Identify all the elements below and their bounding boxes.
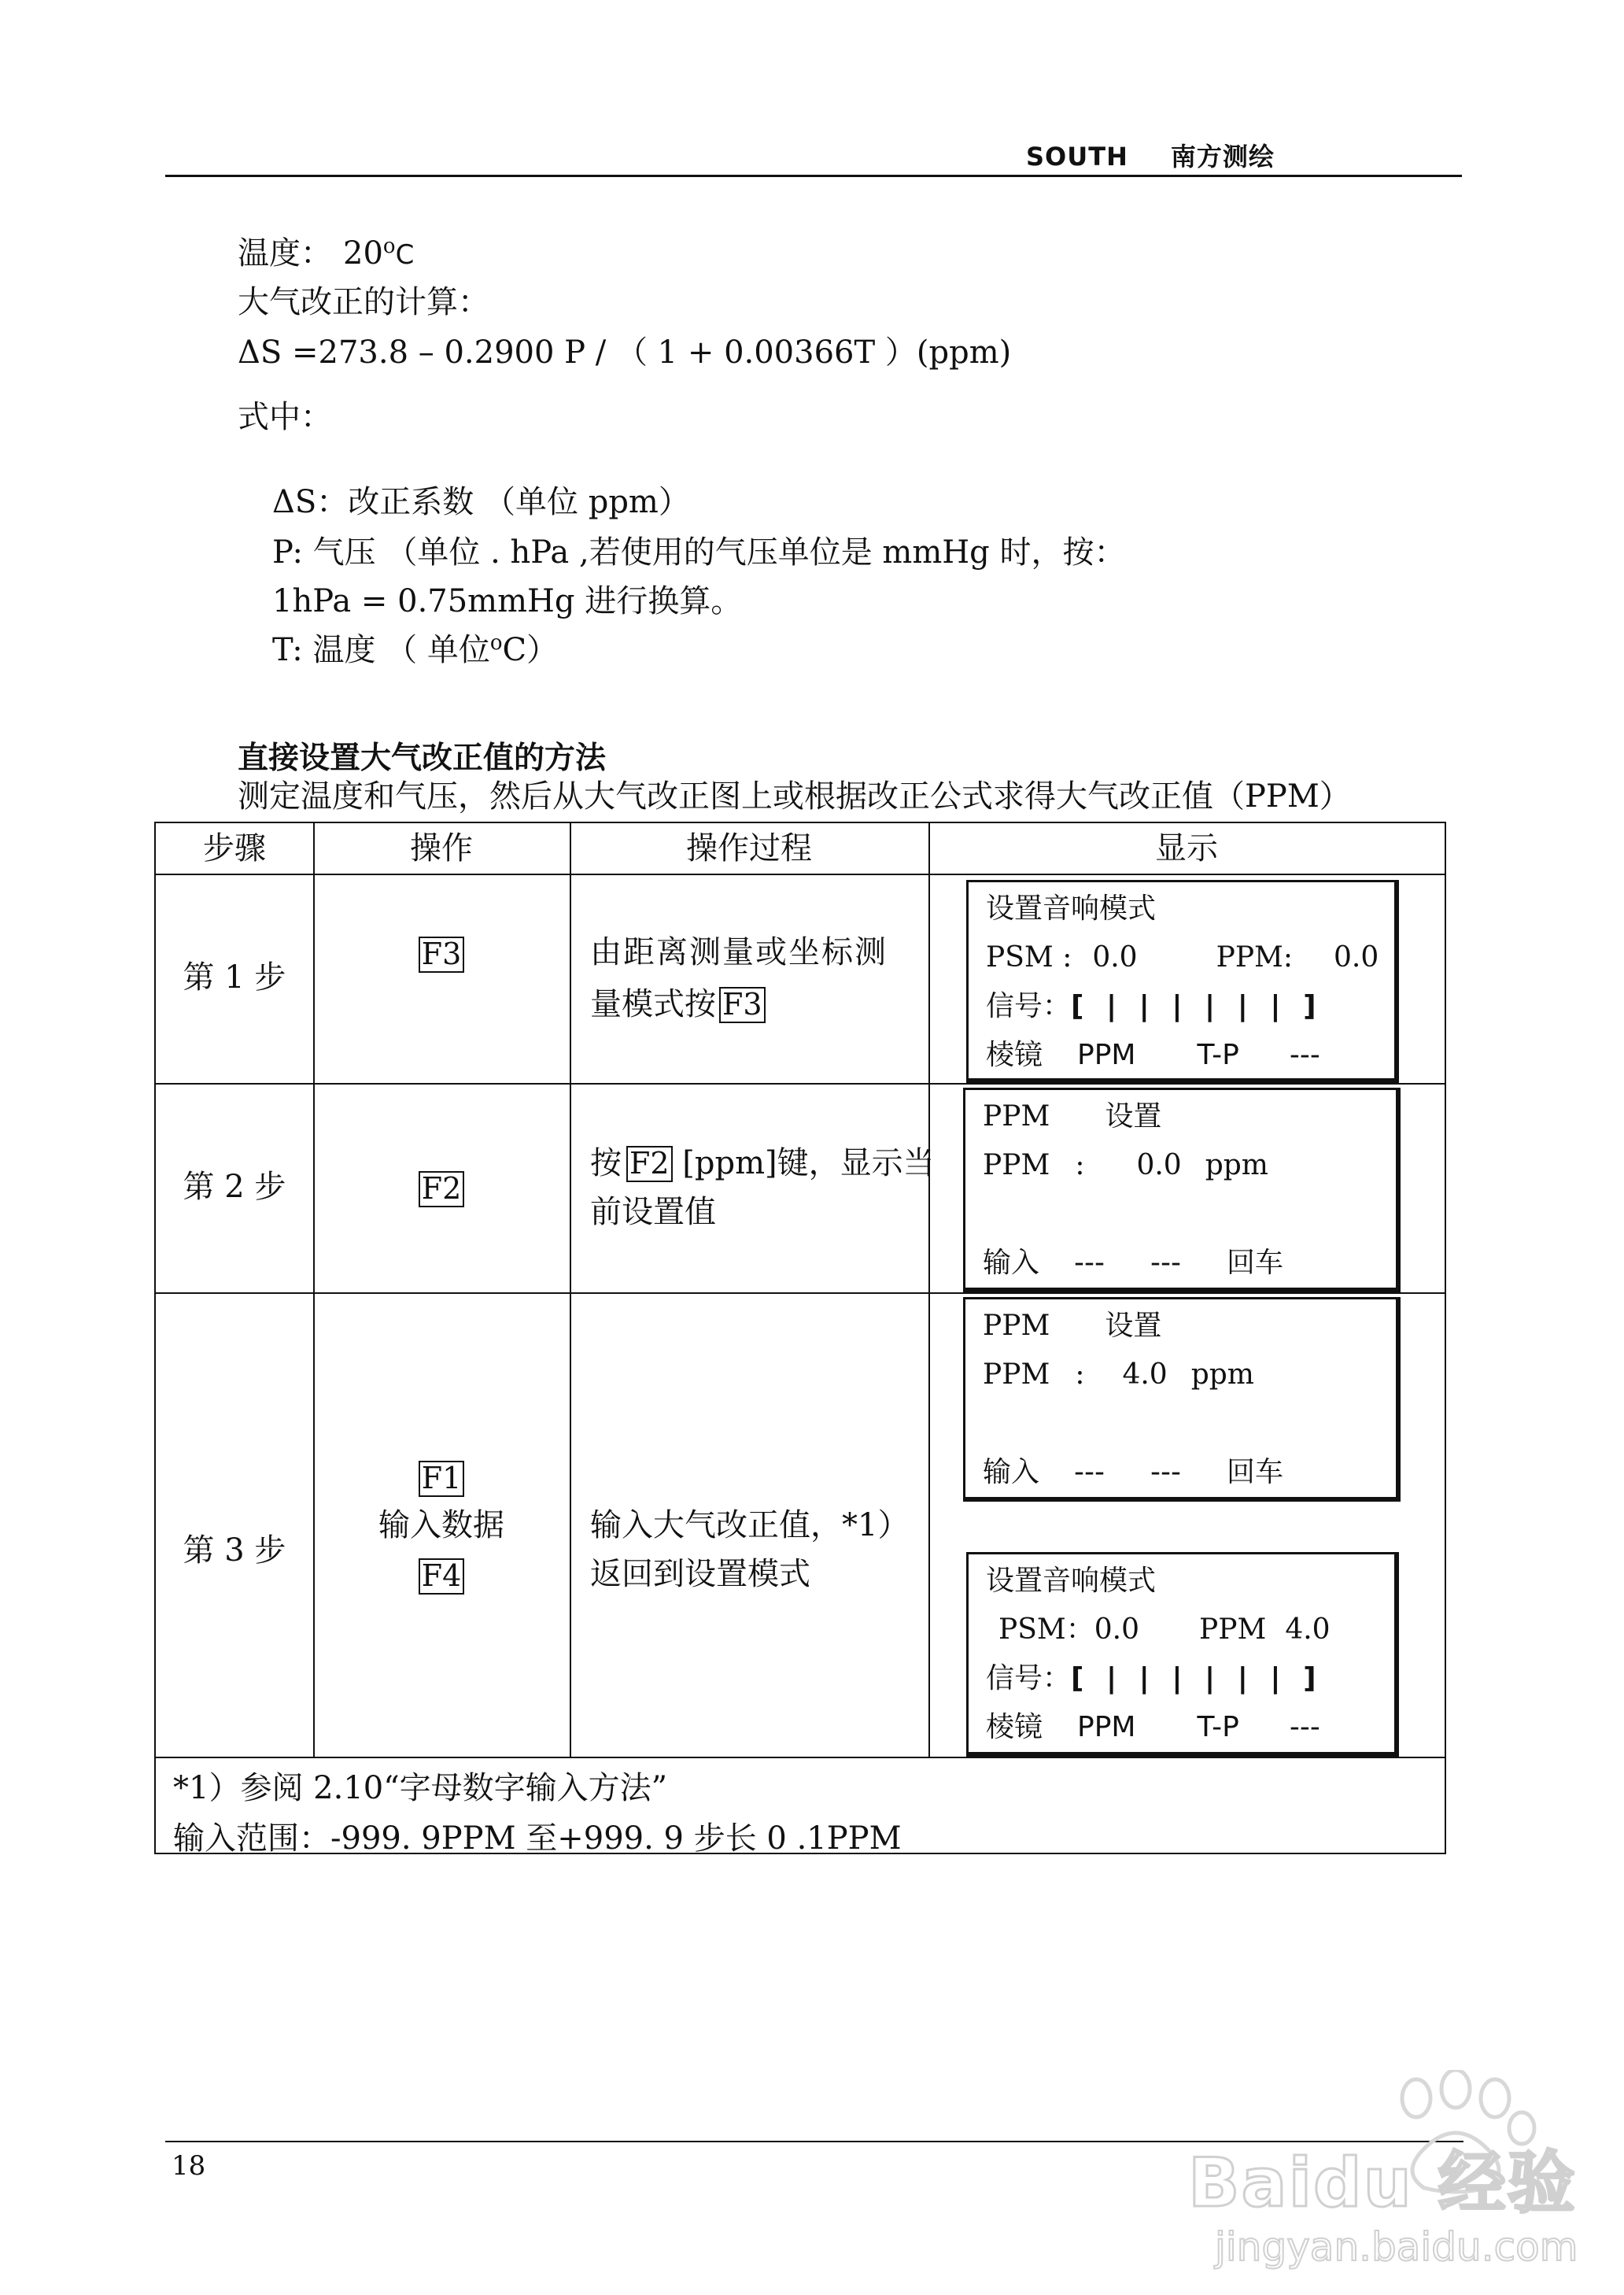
section-description: 测定温度和气压，然后从大气改正图上或根据改正公式求得大气改正值（PPM） (238, 778, 1351, 815)
col-divider (928, 823, 930, 1757)
definition-delta-s: ΔS：改正系数 （单位 ppm） (272, 484, 690, 520)
temperature-line: 温度： 20$^o$C (238, 235, 415, 272)
header-brand (1026, 137, 1275, 173)
step-1-key (313, 937, 570, 973)
f1-key: F1 (419, 1461, 465, 1497)
col-divider (570, 823, 571, 1757)
signal-bars: [ | | | | | | ] (1071, 990, 1323, 1022)
header-rule (165, 175, 1462, 177)
brand-south: SOUTH (1026, 142, 1128, 172)
table-note-2: 输入范围：-999. 9PPM 至+999. 9 步长 0 .1PPM (173, 1820, 902, 1857)
row-divider (156, 1083, 1445, 1085)
baidu-watermark (1188, 2070, 1597, 2282)
lcd-step-1: 设置音响模式 PSM : 0.0 PPM: 0.0 信号：[ | | | | | | ] 棱镜 PPM T-P --- (966, 880, 1399, 1083)
step-2-key (313, 1171, 570, 1207)
table-note-1: *1）参阅 2.10“字母数字输入方法” (173, 1770, 668, 1806)
step-3-key-1 (313, 1461, 570, 1497)
procedure-table (154, 822, 1446, 1857)
step-1-process-line1: 由距离测量或坐标测 (590, 934, 888, 970)
lcd-step-3-mode: 设置音响模式 PSM：0.0 PPM 4.0 信号：[ | | | | | | ] 棱镜 PPM T-P --- (966, 1552, 1399, 1757)
f2-key-inline: F2 (626, 1146, 673, 1182)
step-2-process-line1: 按 F2 [ppm]键，显示当 (590, 1145, 935, 1181)
watermark-brand: Baidu 经验 (1188, 2144, 1577, 2223)
step-2-label: 第 2 步 (183, 1169, 286, 1205)
definition-conversion: 1hPa = 0.75mmHg 进行换算。 (272, 583, 743, 619)
f3-key-inline: F3 (719, 987, 766, 1023)
step-3-process-line2: 返回到设置模式 (590, 1556, 810, 1592)
f3-key: F3 (419, 937, 465, 973)
where-label: 式中： (238, 399, 332, 435)
f4-key: F4 (419, 1558, 465, 1595)
definition-t: T: 温度 （ 单位$^o$C） (272, 631, 559, 668)
calc-title: 大气改正的计算： (238, 284, 489, 320)
header-display: 显示 (1155, 830, 1218, 867)
definition-p: P: 气压 （单位 . hPa ,若使用的气压单位是 mmHg 时，按： (272, 534, 1126, 571)
brand-chinese: 南方测绘 (1170, 142, 1275, 172)
formula: ΔS =273.8 – 0.2900 P / （ 1 + 0.00366T ）(ppm) (238, 334, 1012, 371)
header-process: 操作过程 (686, 830, 812, 867)
step-1-process-line2: 量模式按 F3 (590, 987, 766, 1023)
step-1-label: 第 1 步 (183, 959, 286, 996)
f2-key: F2 (419, 1171, 465, 1207)
step-3-key-2 (313, 1558, 570, 1595)
step-3-op-text: 输入数据 (378, 1507, 504, 1543)
section-title: 直接设置大气改正值的方法 (238, 741, 607, 776)
lcd-step-3-ppm: PPM 设置 PPM : 4.0 ppm 输入 --- --- 回车 (963, 1297, 1401, 1502)
header-operation: 操作 (410, 830, 473, 867)
step-3-label: 第 3 步 (183, 1532, 286, 1569)
signal-bars: [ | | | | | | ] (1071, 1662, 1323, 1694)
lcd-step-2: PPM 设置 PPM : 0.0 ppm 输入 --- --- 回车 (963, 1088, 1401, 1292)
row-divider (156, 1757, 1445, 1758)
watermark-url: jingyan.baidu.com (1215, 2224, 1578, 2270)
row-divider (156, 1292, 1445, 1294)
step-2-process-line2: 前设置值 (590, 1194, 716, 1230)
header-step: 步骤 (203, 830, 266, 867)
row-divider (156, 874, 1445, 875)
step-3-process-line1: 输入大气改正值，*1） (590, 1507, 910, 1543)
page-number: 18 (172, 2150, 206, 2182)
